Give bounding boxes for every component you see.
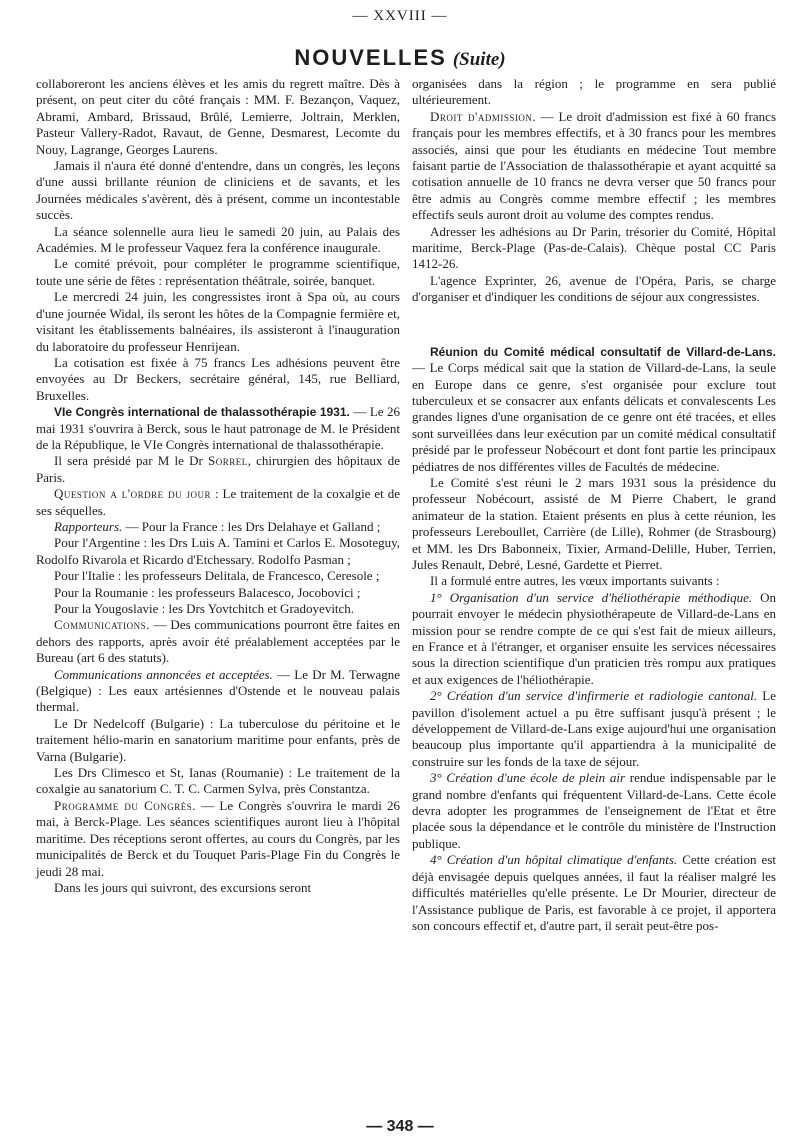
right-column	[412, 76, 776, 934]
paragraph: Pour l'Argentine : les Drs Luis A. Tamini et Carlos E. Mosoteguy, Rodolfo Rivarola et Ricardo d'Etchessary. Rodolfo Pasman ;	[36, 535, 400, 567]
paragraph	[412, 344, 776, 475]
paragraph: Dans les jours qui suivront, des excursions seront	[54, 879, 312, 895]
paragraph	[36, 667, 400, 716]
paragraph: Le comité prévoit, pour compléter le programme scientifique, toute une série de fêtes : représentation théâtrale, soirée, banquet.	[36, 256, 400, 288]
italic-subheading: 3° Création d'une école de plein air	[430, 770, 626, 786]
paragraph-text: — Le Congrès s'ouvrira le mardi 26 mai, à Berck-Plage. Les séances scientifiques auront lieu à l'hôpital maritime. Des réceptions seront offertes, au cours du Congrès, par les municipalités de Berck et du Touquet Paris-Plage Fin du Congrès le jeudi 28 mai.	[36, 797, 400, 879]
italic-subheading: Rapporteurs.	[54, 518, 123, 534]
subheading: Programme du Congrès.	[54, 797, 197, 813]
paragraph	[36, 798, 400, 880]
paragraph-text: — Des communications pourront être faites en dehors des rapports, après avoir été préalablement acceptées par le Bureau (art 6 des statuts).	[36, 617, 400, 666]
paragraph: Il a formulé entre autres, les vœux importants suivants :	[430, 573, 720, 589]
paragraph: La séance solennelle aura lieu le samedi 20 juin, au Palais des Académies. M le professeur Vaquez fera la conférence inaugurale.	[36, 223, 400, 256]
paragraph-text: — Le 26 mai 1931 s'ouvrira à Berck, sous le haut patronage de M. le Président de la République, le VIe Congrès international de thalassothérapie.	[36, 404, 400, 452]
paragraph-text: Le pavillon d'isolement actuel a pu être suffisant jusqu'à présent ; le développement de Villard-de-Lans exige aujourd'hui une organisation beaucoup plus importante qu'il appartiendra à la municipalité de construire sur les fonds de la taxe de séjour.	[412, 688, 777, 769]
paragraph-text: — Pour la France : les Drs Delahaye et Galland ;	[122, 518, 381, 534]
paragraph: Le mercredi 24 juin, les congressistes iront à Spa où, au cours d'une journée Widal, ils seront les hôtes de la Compagnie fermière et, visitant les établissements balnéaires, ils assisteront à l'inauguration du laboratoire du professeur Henrijean.	[36, 289, 400, 354]
article-heading: Réunion du Comité médical consultatif de Villard-de-Lans.	[430, 344, 776, 359]
paragraph-text: — Le Dr M. Terwagne (Belgique) : Les eaux artésiennes d'Ostende et le nouveau palais thermal.	[36, 666, 400, 715]
paragraph-text: : Le traitement de la coxalgie et de ses séquelles.	[36, 486, 401, 518]
paragraph	[412, 590, 776, 688]
section-title	[0, 44, 800, 75]
small-caps-name: Sorrel	[207, 453, 248, 469]
title-main: NOUVELLES	[294, 45, 447, 70]
paragraph: Pour l'Italie : les professeurs Delitala, de Francesco, Ceresole ;	[54, 568, 380, 584]
paragraph	[412, 770, 776, 852]
italic-subheading: 1° Organisation d'un service d'héliothérapie méthodique.	[430, 589, 753, 605]
paragraph	[412, 109, 776, 224]
paragraph	[36, 453, 400, 486]
paragraph-text: rendue indispensable par le grand nombre d'enfants qui fréquentent Villard-de-Lans. Cette école devra adopter les programmes de l'enseignement de l'Etat et être placée sous la dépendance et le contrôle du ministère de l'Instruction publique.	[412, 770, 776, 851]
subheading: Communications.	[54, 617, 150, 633]
paragraph	[36, 519, 400, 535]
paragraph: organisées dans la région ; le programme en sera publié ultérieurement.	[412, 76, 776, 108]
paragraph	[36, 486, 400, 519]
roman-page-header: — XXVIII —	[352, 8, 448, 24]
paragraph	[36, 404, 400, 453]
italic-subheading: Communications annoncées et acceptées.	[54, 666, 273, 682]
paragraph: collaboreront les anciens élèves et les amis du regrett maître. Dès à présent, on peut citer du côté français : MM. F. Bezançon, Vaquez, Abrami, Ambard, Brissaud, Brûlé, Lemierre, Joltrain, Merklen, Pasteur Vallery-Radot, Ravaut, de Genne, Desmarest, Lecomte du Nouy, Lagrange, Georges Laurens.	[36, 76, 400, 157]
paragraph: Les Drs Climesco et St, Ianas (Roumanie) : Le traitement de la coxalgie au sanatorium C. T. C. Carmen Sylva, près Constantza.	[36, 765, 400, 797]
paragraph	[412, 688, 776, 770]
subheading: Droit d'admission.	[430, 108, 537, 124]
paragraph: Jamais il n'aura été donné d'entendre, dans un congrès, les leçons d'une aussi brillante réunion de cliniciens et de savants, et les Journées médicales s'avèrent, dès à présent, comme un incontestable succès.	[36, 158, 400, 223]
paragraph-text: , chirurgien des hôpitaux de Paris.	[36, 453, 400, 485]
paragraph-text: Cette création est déjà envisagée depuis quelques années, il faut la réaliser malgré les difficultés matérielles qu'elle présente. Le Dr Mourier, directeur de l'Assistance publique de Paris, est favorable à ce projet, il apportera son concours effectif et, d'autre part, il serait peut-être pos-	[412, 852, 776, 933]
paragraph: Pour la Yougoslavie : les Drs Yovtchitch et Gradoyevitch.	[54, 601, 355, 616]
paragraph: Pour la Roumanie : les professeurs Balacesco, Jocobovici ;	[54, 584, 361, 600]
paragraph-text: — Le droit d'admission est fixé à 60 francs français pour les membres effectifs, et à 30 francs pour les membres associés, ainsi que pour les étudiants en médecine Tout membre faisant partie de l'Association de thalassothérapie et ayant acquitté sa cotisation annuelle de 10 francs ne devra verser que 50 francs pour être admis au Congrès comme membre effectif ; les membres effectifs seuls auront droit au volume des comptes rendus.	[412, 108, 776, 223]
paragraph	[36, 617, 400, 666]
paragraph: Le Dr Nedelcoff (Bulgarie) : La tuberculose du péritoine et le traitement hélio-marin en sanatorium maritime pour enfants, près de Varna (Bulgarie).	[36, 715, 400, 764]
italic-subheading: 2° Création d'un service d'infirmerie et radiologie cantonal.	[430, 688, 758, 704]
paragraph-text: On pourrait envoyer le médecin physiothérapeute de Villard-de-Lans en mission pour se rendre compte de ce qui s'est fait de mieux ailleurs, en France et à l'étranger, et organiser ensuite les services nécessaires sous la direction scientifique d'un praticien très rompu aux pratiques et aux exigences de l'héliothérapie.	[412, 589, 776, 687]
left-column	[36, 76, 400, 896]
paragraph: Le Comité s'est réuni le 2 mars 1931 sous la présidence du professeur Nobécourt, assisté de M Pierre Chabert, le grand animateur de la station. Etaient présents en plus à cette réunion, les professeurs Lereboullet, Carrière (de Lille), Rohmer (de Strasbourg) et MM. les Drs Babonneix, Tixier, Armand-Delille, Huber, Terrien, Jules Renault, Debré, Lesné, Gardette et Pierret.	[412, 474, 776, 572]
paragraph: L'agence Exprinter, 26, avenue de l'Opéra, Paris, se charge d'organiser et d'indiquer les conditions de séjour aux congressistes.	[412, 272, 776, 305]
paragraph-text: — Le Corps médical sait que la station de Villard-de-Lans, la seule en Europe dans ce genre, s'est organisée pour exclure tout tuberculeux et se consacrer aux enfants délicats et convalescents Les grandes lignes d'une organisation de ce genre ont été tracées, et elles sont surveillées dans leur exécution par un comité médical consultatif présidé par le professeur Nobécourt et dont font partie les principaux pédiatres de nos différentes villes de Facultés de médecine.	[412, 360, 776, 474]
paragraph: La cotisation est fixée à 75 francs Les adhésions peuvent être envoyées au Dr Beckers, secrétaire général, 145, rue Belliard, Bruxelles.	[36, 354, 400, 403]
subheading: Question a l'ordre du jour	[54, 486, 212, 502]
paragraph	[412, 852, 776, 934]
italic-subheading: 4° Création d'un hôpital climatique d'enfants.	[430, 852, 678, 868]
page-number: — 348 —	[366, 1118, 434, 1135]
paragraph-text: Il sera présidé par M le Dr	[54, 453, 208, 469]
paragraph: Adresser les adhésions au Dr Parin, trésorier du Comité, Hôpital maritime, Berck-Plage (Pas-de-Calais). Chèque postal CC Paris 1412-26.	[412, 223, 776, 272]
title-suite: (Suite)	[452, 49, 506, 70]
article-heading: VIe Congrès international de thalassothérapie 1931.	[54, 405, 350, 420]
